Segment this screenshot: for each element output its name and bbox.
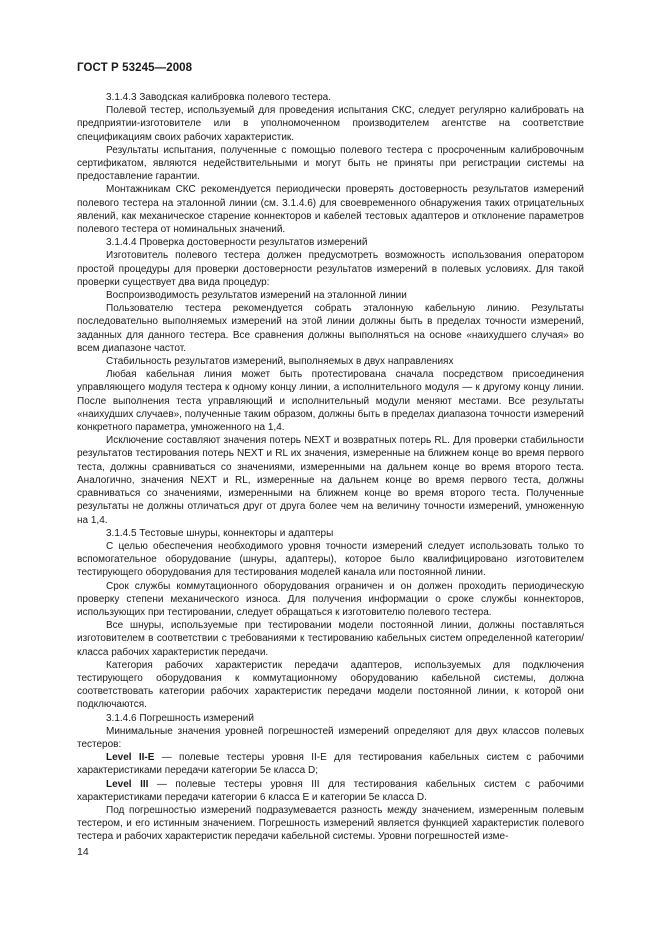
standard-title: ГОСТ Р 53245—2008	[77, 62, 193, 74]
subheading: Воспроизводимость результатов измерений на эталонной линии	[106, 290, 407, 302]
section-heading: 3.1.4.6 Погрешность измерений	[106, 712, 254, 724]
level-definition	[77, 778, 584, 804]
paragraph: Любая кабельная линия может быть протестирована сначала посредством присоединения управляющего модуля тестера к одному концу линии, а исполнительного модуля — к другому концу линии. После выполнения теста управляющий и исполнительный модули меняют местами. Все результаты «наихудших случаев», полученные таким образом, должны быть в пределах диапазона точности измерений конкретного параметра, умноженного на 1,4.	[77, 369, 584, 434]
paragraph: Полевой тестер, используемый для проведения испытания СКС, следует регулярно калибровать на предприятии-изготовителе или в уполномоченном производителем агентстве на соответствие спецификациям своих рабочих характеристик.	[77, 105, 584, 143]
paragraph: Исключение составляют значения потерь NEXT и возвратных потерь RL. Для проверки стабильности результатов тестирования потерь NEXT и RL их значения, измеренные на ближнем конце во время первого теста, должны сравниваться со значениями, измеренными на дальнем конце во время второго теста. Аналогично, значения NEXT и RL, измеренные на дальнем конце во время первого теста, должны сравниваться со значениями, измеренными на ближнем конце во время второго теста. Полученные результаты не должны отличаться друг от друга более чем на величину точности измерений, умноженную на 1,4.	[77, 435, 584, 526]
subheading: Стабильность результатов измерений, выполняемых в двух направлениях	[106, 356, 454, 368]
paragraph: Категория рабочих характеристик передачи адаптеров, используемых для подключения тестирующего оборудования к коммутационному оборудованию кабельной системы, должна соответствовать категории рабочих характеристик передачи модели постоянной линии, к которой они подключаются.	[77, 659, 584, 711]
paragraph: Монтажникам СКС рекомендуется периодически проверять достоверность результатов измерений полевого тестера на эталонной линии (см. 3.1.4.6) для своевременного обнаружения таких отрицательных явлений, как механическое старение коннекторов и кабелей тестовых адаптеров и отклонение параметров полевого тестера от номинальных значений.	[77, 184, 584, 236]
body-text	[77, 91, 584, 844]
paragraph: Пользователю тестера рекомендуется собрать эталонную кабельную линию. Результаты последовательно выполняемых измерений на этой линии должны быть в пределах точности измерений, заданных для данного тестера. Все сравнения должны выполняться на основе «наихудшего случая» во всем диапазоне частот.	[77, 303, 584, 354]
level-description: — полевые тестеры уровня III для тестирования кабельных систем с рабочими характеристиками передачи категории 6 класса E и категории 5е класса D.	[77, 778, 584, 803]
level-term: Level II-E	[106, 752, 155, 764]
section-heading: 3.1.4.3 Заводская калибровка полевого тестера.	[106, 92, 332, 103]
section-heading: 3.1.4.4 Проверка достоверности результатов измерений	[106, 237, 368, 249]
level-definition	[77, 751, 584, 777]
paragraph: С целью обеспечения необходимого уровня точности измерений следует использовать только то вспомогательное оборудование (шнуры, адаптеры), которое было квалифицировано изготовителем тестирующего оборудования для тестирования моделей канала или постоянной линии.	[77, 540, 584, 579]
section-heading: 3.1.4.5 Тестовые шнуры, коннекторы и адаптеры	[106, 527, 334, 539]
page-number: 14	[77, 846, 89, 858]
paragraph: Изготовитель полевого тестера должен предусмотреть возможность использования оператором простой процедуры для проверки достоверности результатов измерений в полевых условиях. Для такой проверки существует два вида процедур:	[77, 250, 584, 288]
paragraph: Срок службы коммутационного оборудования ограничен и он должен проходить периодическую проверку степени механического износа. Для получения информации о сроке службы коннекторов, использующих при тестировании, следует обращаться к изготовителю полевого тестера.	[77, 580, 584, 618]
paragraph: Под погрешностью измерений подразумевается разность между значением, измеренным полевым тестером, и его истинным значением. Погрешность измерений является функцией характеристик полевого тестера и рабочих характеристик передачи кабельной системы. Уровни погрешностей изме-	[77, 804, 584, 843]
paragraph: Все шнуры, используемые при тестировании модели постоянной линии, должны поставляться изготовителем в соответствии с требованиями к тестированию кабельных систем определенной категории/класса рабочих характеристик передачи.	[77, 620, 584, 658]
paragraph: Результаты испытания, полученные с помощью полевого тестера с просроченным калибровочным сертификатом, являются недействительными и могут быть не приняты при регистрации системы на предоставление гарантии.	[77, 144, 584, 183]
level-term: Level III	[106, 778, 149, 790]
paragraph: Минимальные значения уровней погрешностей измерений определяют для двух классов полевых тестеров:	[77, 725, 584, 750]
level-description: — полевые тестеры уровня II-Е для тестирования кабельных систем с рабочими характеристиками передачи категории 5е класса D;	[77, 752, 584, 777]
